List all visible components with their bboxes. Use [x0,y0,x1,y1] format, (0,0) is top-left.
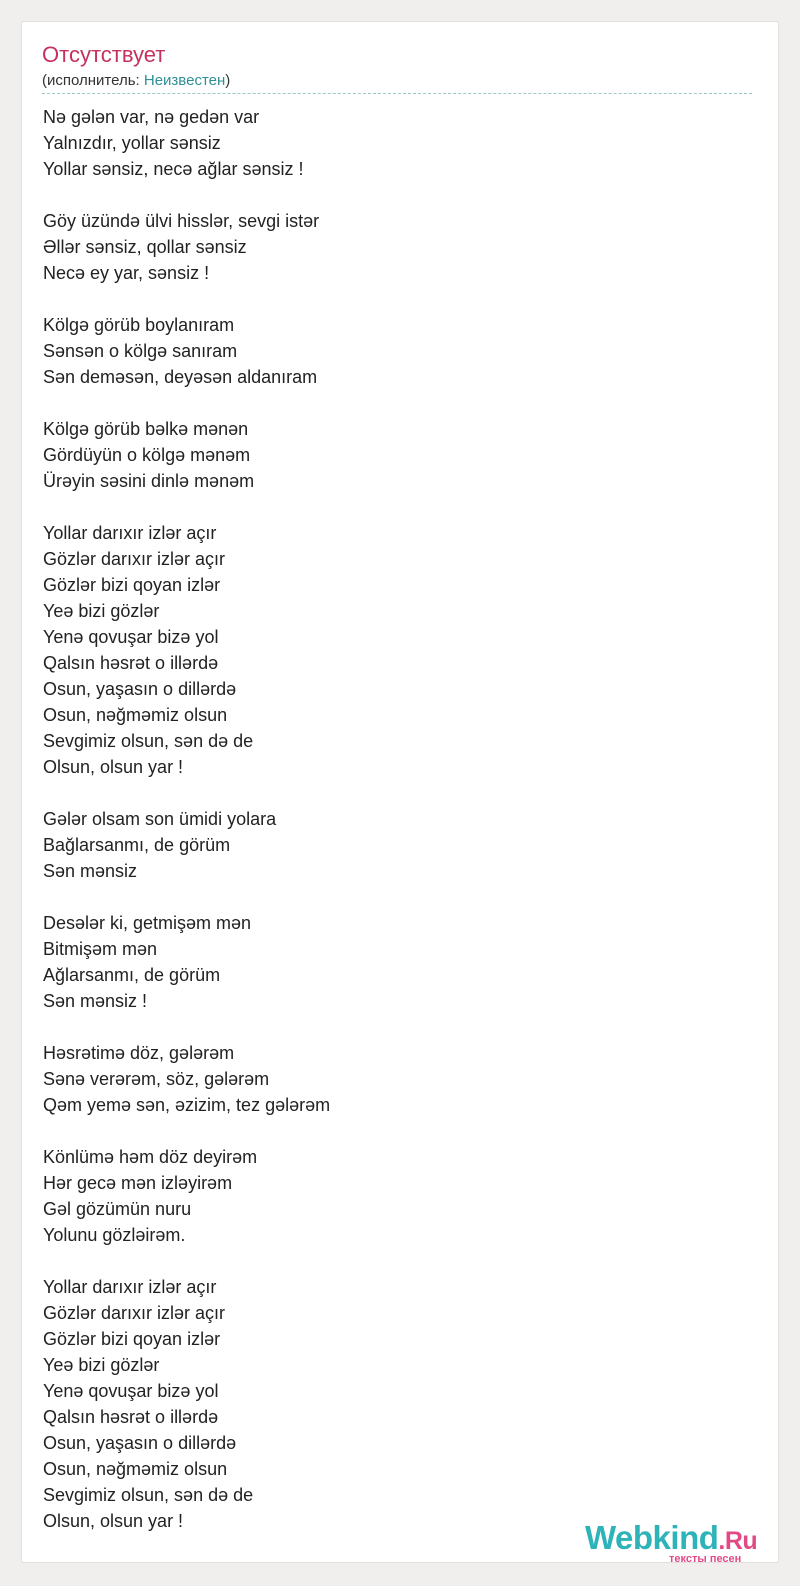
lyrics-line: Osun, nəğməmiz olsun [43,1459,228,1479]
lyrics-line: Göy üzündə ülvi hisslər, sevgi istər [43,211,320,231]
lyrics-line: Gözlər darıxır izlər açır [43,549,226,569]
lyrics-line: Ağlarsanmı, de görüm [43,965,221,985]
lyrics-stanza [43,520,733,780]
lyrics-line: Gördüyün o kölgə mənəm [43,445,251,465]
lyrics-line: Olsun, olsun yar ! [43,1511,184,1531]
lyrics-line: Gözlər darıxır izlər açır [43,1303,226,1323]
lyrics-line: Sevgimiz olsun, sən də de [43,1485,254,1505]
lyrics-line: Həsrətimə döz, gələrəm [43,1043,235,1063]
lyrics-line: Gözlər bizi qoyan izlər [43,575,221,595]
artist-suffix: ) [225,72,231,89]
lyrics-line: Yeə bizi gözlər [43,1355,160,1375]
lyrics-card [21,21,779,1563]
lyrics-line: Sevgimiz olsun, sən də de [43,731,254,751]
lyrics-line: Qəm yemə sən, əzizim, tez gələrəm [43,1095,331,1115]
webkind-logo[interactable] [585,1519,775,1565]
lyrics-line: Könlümə həm döz deyirəm [43,1147,258,1167]
lyrics-stanza [43,910,733,1014]
lyrics-stanza [43,104,733,182]
lyrics-line: Kölgə görüb bəlkə mənən [43,419,249,439]
lyrics-line: Əllər sənsiz, qollar sənsiz [43,237,247,257]
lyrics-line: Bağlarsanmı, de görüm [43,835,231,855]
lyrics-line: Yenə qovuşar bizə yol [43,627,219,647]
lyrics-line: Sən deməsən, deyəsən aldanıram [43,367,318,387]
song-header [42,42,752,90]
lyrics-line: Gözlər bizi qoyan izlər [43,1329,221,1349]
lyrics-line: Sən mənsiz [43,861,138,881]
artist-line [42,72,752,90]
lyrics-line: Osun, yaşasın o dillərdə [43,679,237,699]
lyrics-line: Gəl gözümün nuru [43,1199,192,1219]
lyrics-line: Kölgə görüb boylanıram [43,315,235,335]
lyrics-line: Yenə qovuşar bizə yol [43,1381,219,1401]
lyrics-line: Ürəyin səsini dinlə mənəm [43,471,255,491]
lyrics-line: Olsun, olsun yar ! [43,757,184,777]
song-title: Отсутствует [42,42,166,67]
lyrics-line: Yalnızdır, yollar sənsiz [43,133,221,153]
lyrics-line: Yollar darıxır izlər açır [43,1277,217,1297]
lyrics-stanza [43,416,733,494]
logo-main-text: Webkind [585,1519,719,1556]
lyrics-line: Nə gələn var, nə gedən var [43,107,260,127]
lyrics-line: Osun, yaşasın o dillərdə [43,1433,237,1453]
lyrics-line: Hər gecə mən izləyirəm [43,1173,233,1193]
lyrics-line: Osun, nəğməmiz olsun [43,705,228,725]
lyrics-line: Yeə bizi gözlər [43,601,160,621]
lyrics-line: Yollar darıxır izlər açır [43,523,217,543]
artist-link[interactable]: Неизвестен [143,72,226,89]
lyrics-line: Desələr ki, getmişəm mən [43,913,252,933]
header-divider [42,93,752,94]
lyrics-stanza [43,312,733,390]
lyrics-stanza [43,1274,733,1534]
logo-domain-text: .Ru [718,1527,758,1555]
lyrics-line: Sən mənsiz ! [43,991,148,1011]
lyrics-stanza [43,806,733,884]
lyrics-stanza [43,1144,733,1248]
lyrics-line: Sənsən o kölgə sanıram [43,341,238,361]
lyrics-line: Necə ey yar, sənsiz ! [43,263,210,283]
lyrics-line: Sənə verərəm, söz, gələrəm [43,1069,270,1089]
lyrics-stanza [43,1040,733,1118]
lyrics-body [43,104,733,1534]
lyrics-line: Qalsın həsrət o illərdə [43,1407,219,1427]
lyrics-stanza [43,208,733,286]
artist-prefix: (исполнитель: [42,72,144,89]
lyrics-line: Bitmişəm mən [43,939,158,959]
logo-tagline: тексты песен [669,1553,742,1565]
lyrics-line: Qalsın həsrət o illərdə [43,653,219,673]
lyrics-line: Yollar sənsiz, necə ağlar sənsiz ! [43,159,304,179]
lyrics-line: Gələr olsam son ümidi yolara [43,809,277,829]
lyrics-line: Yolunu gözləirəm. [43,1225,186,1245]
